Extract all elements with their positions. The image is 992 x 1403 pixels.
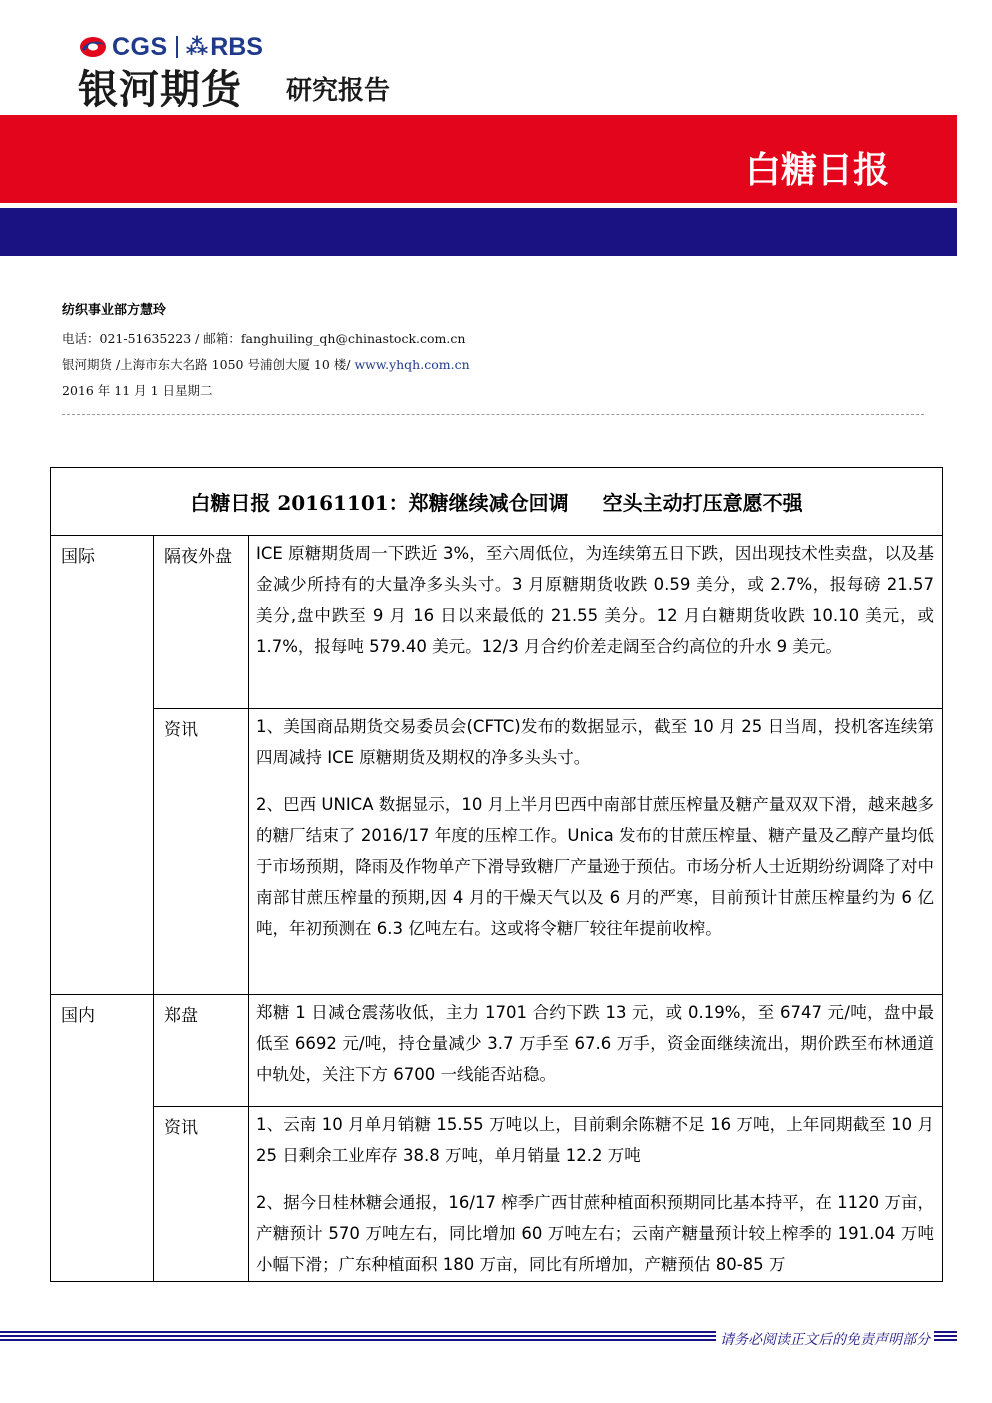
content-cell — [249, 995, 943, 1107]
logo-separator — [176, 36, 178, 58]
dashed-divider — [62, 414, 924, 415]
subcategory-cell: 资讯 — [154, 1107, 249, 1282]
table-title-sub: 空头主动打压意愿不强 — [602, 491, 803, 515]
company-address — [62, 356, 470, 374]
author-contact: 电话：021-51635223 / 邮箱：fanghuiling_qh@chinastock.com.cn — [62, 331, 466, 346]
paragraph: ICE 原糖期货周一下跌近 3%，至六周低位，为连续第五日下跌，因出现技术性卖盘，以及基金减少所持有的大量净多头头寸。3 月原糖期货收跌 0.59 美分，或 2.7%，报每磅 21.57 美分,盘中跌至 9 月 16 日以来最低的 21.55 美分。12 月白糖期货收跌 10.10 美元，或 1.7%，报每吨 579.40 美元。12/3 月合约价差走阔至合约高位的升水 9 美元。 — [256, 544, 935, 656]
subcategory-cell: 隔夜外盘 — [154, 536, 249, 709]
content-cell — [249, 536, 943, 709]
paragraph: 郑糖 1 日减仓震荡收低，主力 1701 合约下跌 13 元，或 0.19%，至 6747 元/吨，盘中最低至 6692 元/吨，持仓量减少 3.7 万手至 67.6 万手，资金面继续流出，期价跌至布林通道中轨处，关注下方 6700 一线能否站稳。 — [256, 1003, 935, 1084]
report-date: 2016 年 11 月 1 日星期二 — [62, 383, 213, 398]
table-row — [51, 1107, 943, 1282]
brand-name: 银河期货 — [78, 67, 242, 113]
brand-subtitle: 研究报告 — [286, 76, 391, 106]
subcategory-cell: 资讯 — [154, 709, 249, 995]
content-cell — [249, 709, 943, 995]
category-cell: 国际 — [51, 536, 154, 995]
report-type-title: 白糖日报 — [744, 150, 889, 191]
table-title-row — [51, 468, 943, 536]
category-cell: 国内 — [51, 995, 154, 1282]
address-text: 银河期货 /上海市东大名路 1050 号浦创大厦 10 楼/ — [62, 357, 355, 372]
disclaimer-note: 请务必阅读正文后的免责声明部分 — [716, 1331, 934, 1349]
content-cell — [249, 1107, 943, 1282]
subcategory-cell: 郑盘 — [154, 995, 249, 1107]
blue-banner — [0, 208, 957, 256]
table-title-main: 白糖日报 20161101：郑糖继续减仓回调 — [190, 491, 569, 515]
paragraph: 1、云南 10 月单月销糖 15.55 万吨以上，目前剩余陈糖不足 16 万吨，上年同期截至 10 月 25 日剩余工业库存 38.8 万吨，单月销量 12.2 万吨 — [256, 1115, 935, 1165]
cgs-rbs-logo — [78, 30, 263, 64]
logo-cgs-text: CGS — [112, 32, 168, 61]
report-table — [50, 467, 943, 1282]
paragraph: 2、据今日桂林糖会通报，16/17 榨季广西甘蔗种植面积预期同比基本持平，在 1120 万亩，产糖预计 570 万吨左右，同比增加 60 万吨左右；云南产糖量预计较上榨季的 191.04 万吨小幅下滑；广东种植面积 180 万亩，同比有所增加，产糖预估 80-85 万 — [256, 1193, 935, 1274]
cgs-swirl-icon — [78, 34, 108, 60]
paragraph: 2、巴西 UNICA 数据显示，10 月上半月巴西中南部甘蔗压榨量及糖产量双双下滑，越来越多的糖厂结束了 2016/17 年度的压榨工作。Unica 发布的甘蔗压榨量、糖产量及乙醇产量均低于市场预期，降雨及作物单产下滑导致糖厂产量逊于预估。市场分析人士近期纷纷调降了对中南部甘蔗压榨量的预期,因 4 月的干燥天气以及 6 月的严寒，目前预计甘蔗压榨量约为 6 亿吨，年初预测在 6.3 亿吨左右。这或将令糖厂较往年提前收榨。 — [256, 795, 935, 938]
table-row — [51, 536, 943, 709]
author-department: 纺织事业部方慧玲 — [62, 303, 167, 318]
paragraph: 1、美国商品期货交易委员会(CFTC)发布的数据显示，截至 10 月 25 日当周，投机客连续第四周减持 ICE 原糖期货及期权的净多头头寸。 — [256, 717, 935, 767]
table-title — [51, 468, 943, 536]
website-link[interactable]: www.yhqh.com.cn — [354, 357, 470, 372]
table-row — [51, 995, 943, 1107]
logo-rbs-text: RBS — [210, 32, 263, 61]
rbs-mark-icon: ⁂ — [185, 34, 209, 60]
table-row — [51, 709, 943, 995]
